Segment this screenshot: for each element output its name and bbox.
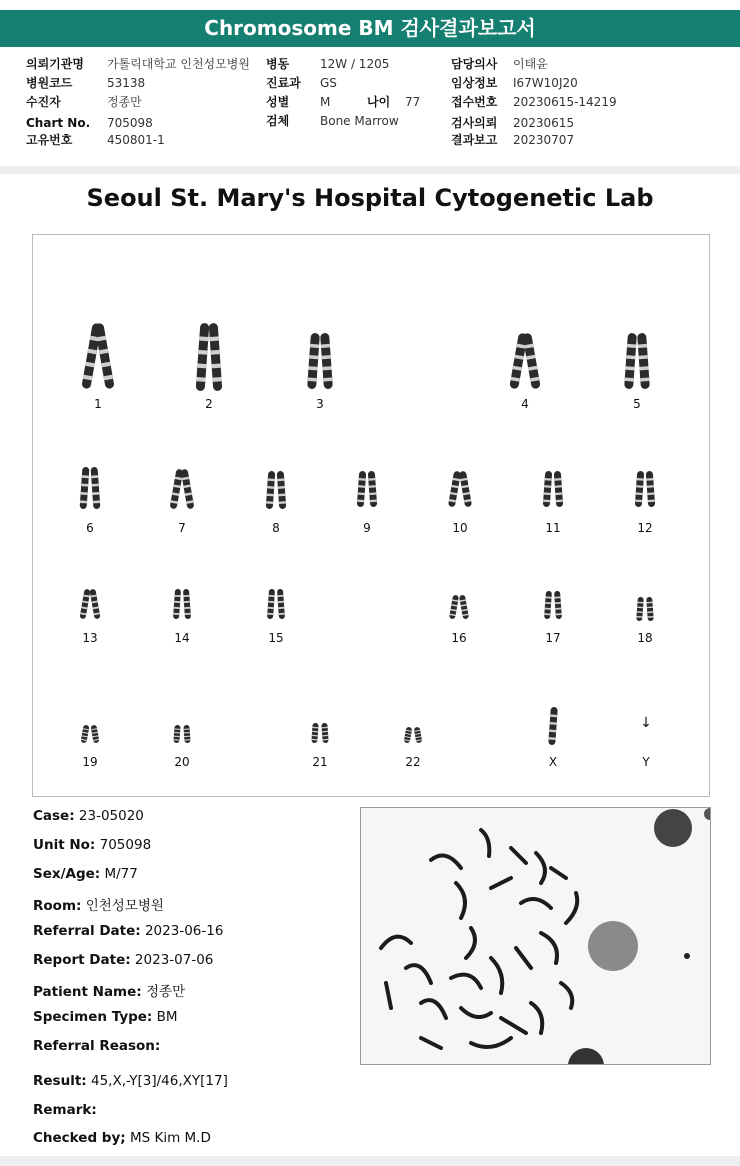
chromosome-pair-graphic [533,471,573,507]
chromosome-pair-graphic [617,333,657,389]
chromosome-pair-graphic [70,725,110,743]
section-divider [0,166,740,174]
remark-row: Remark: [33,1102,97,1118]
chromosome-16 [439,595,479,647]
metaphase-spread [361,808,710,1064]
chromosome-pair-graphic [256,471,296,509]
chromosome-3 [300,333,340,413]
missing-y-arrow-icon: ↓ [640,715,652,731]
chromosome-label: 5 [633,397,641,411]
info-value: M [320,95,331,109]
chromosome-label: 3 [316,397,324,411]
info-label: 담당의사 [451,57,498,71]
chromosome-18 [625,597,665,647]
info-label: 고유번호 [26,133,73,147]
chromosome-pair-graphic [393,727,433,743]
info-label: 성별 [266,95,290,109]
karyogram [32,234,710,797]
chromosome-pair-graphic [162,725,202,743]
chromosome-pair-graphic [533,707,573,745]
chromosome-label: 2 [205,397,213,411]
info-label: 검사의뢰 [451,116,498,130]
chromosome-label: 1 [94,397,102,411]
info-value: 705098 [107,116,153,130]
chromosome-label: 13 [82,631,98,645]
case-row: Case: 23-05020 [33,808,144,824]
info-value: GS [320,76,337,90]
chromosome-pair-graphic [439,595,479,619]
chromosome-10 [440,471,480,537]
info-label: 수진자 [26,95,61,109]
case-row: Report Date: 2023-07-06 [33,952,214,968]
chromosome-label: 7 [178,521,186,535]
chromosome-label: 15 [268,631,284,645]
chromosome-label: 19 [82,755,98,769]
chromosome-label: 11 [545,521,561,535]
metaphase-image [360,807,711,1065]
chromosome-pair-graphic [533,591,573,619]
patient-info-panel [0,50,740,160]
info-value: 정종만 [107,95,142,109]
chromosome-label: 18 [637,631,653,645]
chromosome-label: 12 [637,521,653,535]
info-value: 53138 [107,76,146,90]
info-label: 의뢰기관명 [26,57,84,71]
case-row: Patient Name: 정종만 [33,984,186,1000]
info-label: 진료과 [266,76,301,90]
chromosome-2 [189,323,229,413]
chromosome-label: 22 [405,755,421,769]
chromosome-label: 14 [174,631,190,645]
chromosome-pair-graphic [300,723,340,743]
info-label: 병원코드 [26,76,73,90]
case-row: Unit No: 705098 [33,837,152,853]
info-label: 임상정보 [451,76,498,90]
lab-title: Seoul St. Mary's Hospital Cytogenetic Lab [86,184,654,212]
chromosome-label: X [548,755,558,769]
result-row: Result: 45,X,-Y[3]/46,XY[17] [33,1073,228,1089]
chromosome-Y [626,715,666,771]
info-value: 20230615 [513,116,575,130]
chromosome-label: 4 [521,397,529,411]
info-value: 가톨릭대학교 인천성모병원 [107,57,250,71]
chromosome-17 [533,591,573,647]
checked-by-row: Checked by; MS Kim M.D [33,1130,211,1146]
page-footer [0,1156,740,1166]
chromosome-13 [70,589,110,647]
case-row: Referral Date: 2023-06-16 [33,923,224,939]
info-value: 이태윤 [513,57,548,71]
info-value: Bone Marrow [320,114,399,128]
info-value: I67W10J20 [513,76,578,90]
info-label: 검체 [266,114,290,128]
chromosome-9 [347,471,387,537]
chromosome-pair-graphic [440,471,480,507]
chromosome-pair-graphic [505,333,545,389]
chromosome-label: 8 [272,521,280,535]
chromosome-1 [78,323,118,413]
info-value: 77 [405,95,421,109]
info-label: 접수번호 [451,95,498,109]
report-title: Chromosome BM 검사결과보고서 [0,10,740,47]
chromosome-pair-graphic [70,467,110,509]
case-row: Room: 인천성모병원 [33,898,164,914]
chromosome-label: 21 [312,755,328,769]
info-value: 450801-1 [107,133,165,147]
chromosome-5 [617,333,657,413]
chromosome-label: 10 [452,521,468,535]
chromosome-12 [625,471,665,537]
chromosome-pair-graphic [625,471,665,507]
chromosome-14 [162,589,202,647]
chromosome-22 [393,727,433,771]
chromosome-label: 20 [174,755,190,769]
chromosome-19 [70,725,110,771]
chromosome-pair-graphic [189,323,229,391]
chromosome-7 [162,469,202,537]
chromosome-pair-graphic [78,323,118,389]
chromosome-15 [256,589,296,647]
info-value: 12W / 1205 [320,57,390,71]
chromosome-6 [70,467,110,537]
chromosome-11 [533,471,573,537]
chromosome-21 [300,723,340,771]
case-row: Referral Reason: [33,1038,161,1054]
chromosome-label: Y [642,755,650,769]
case-row: Sex/Age: M/77 [33,866,138,882]
chromosome-pair-graphic [70,589,110,619]
chromosome-label: 9 [363,521,371,535]
chromosome-pair-graphic [256,589,296,619]
chromosome-pair-graphic [347,471,387,507]
chromosome-4 [505,333,545,413]
chromosome-8 [256,471,296,537]
info-value: 20230707 [513,133,575,147]
info-value: 20230615-14219 [513,95,617,109]
chromosome-pair-graphic [300,333,340,389]
chromosome-20 [162,725,202,771]
chromosome-label: 17 [545,631,561,645]
chromosome-pair-graphic [625,597,665,621]
info-label: Chart No. [26,116,91,130]
info-label: 병동 [266,57,290,71]
chromosome-pair-graphic [162,469,202,509]
info-label: 결과보고 [451,133,498,147]
case-row: Specimen Type: BM [33,1009,178,1025]
chromosome-label: 6 [86,521,94,535]
info-label: 나이 [367,95,391,109]
chromosome-label: 16 [451,631,467,645]
chromosome-X [533,707,573,771]
chromosome-pair-graphic [162,589,202,619]
